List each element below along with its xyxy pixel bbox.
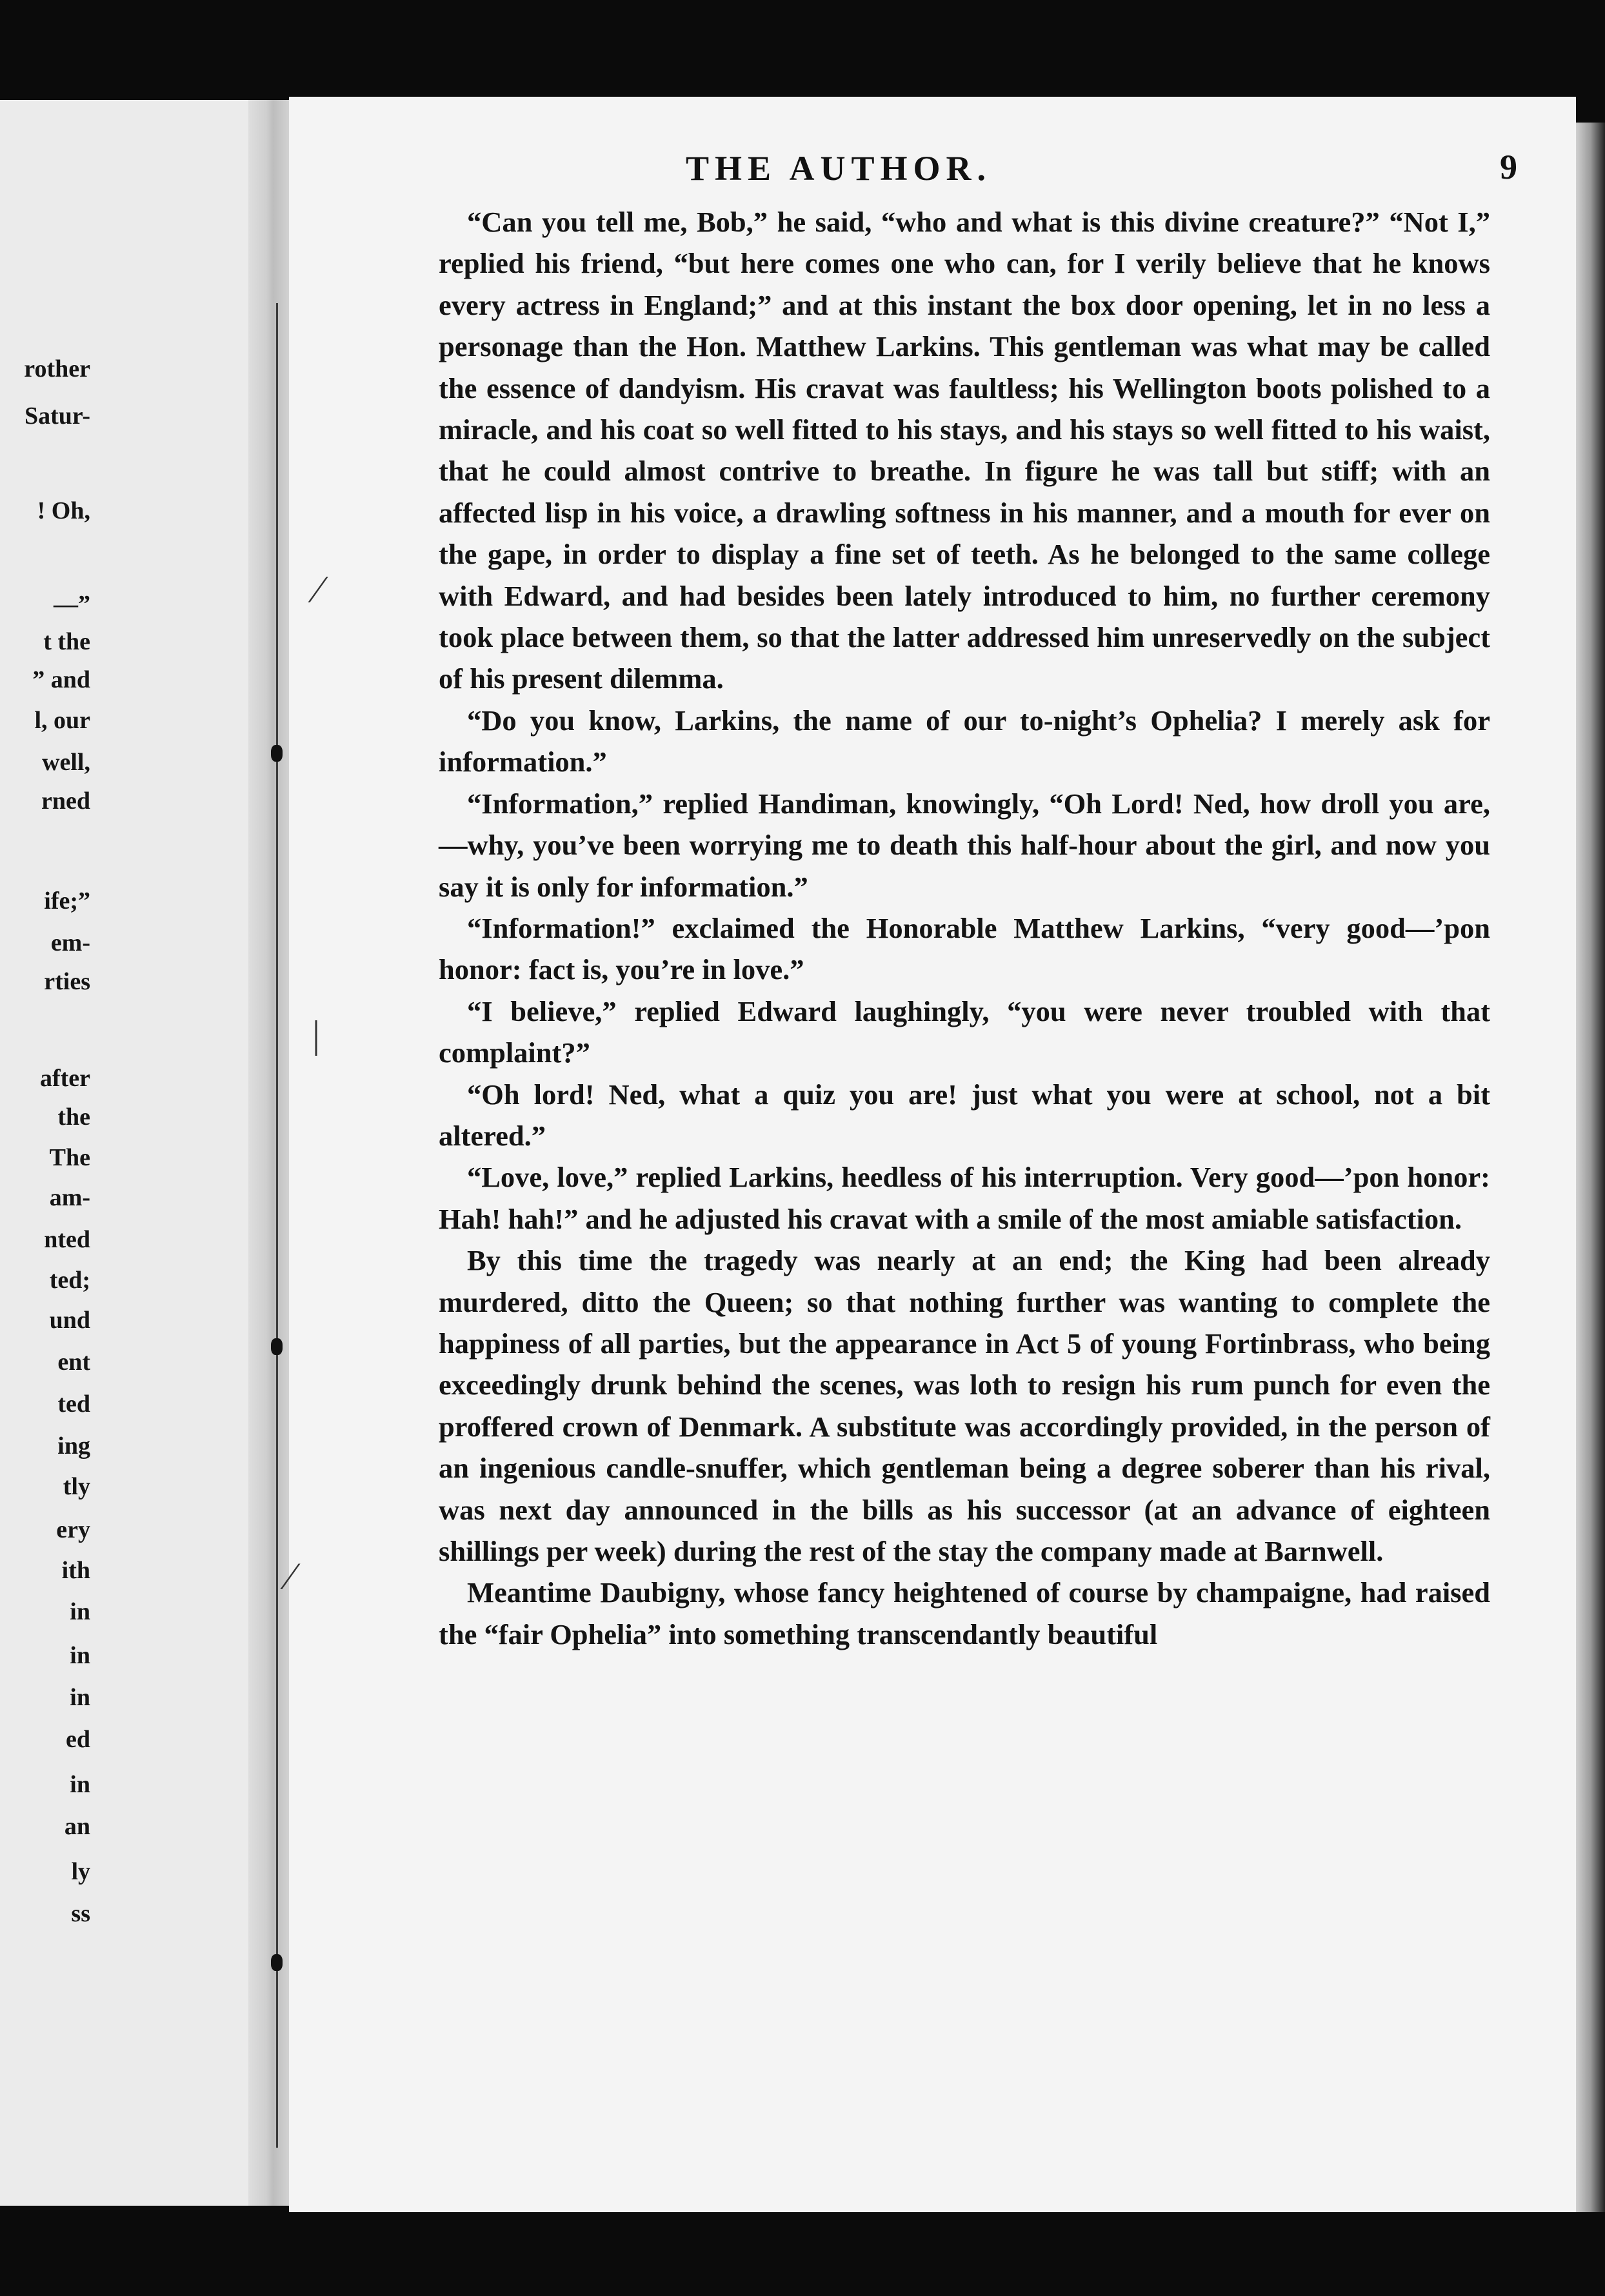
paragraph: By this time the tragedy was nearly at an end; the King had been already murdered, ditto the Queen; so that nothing further was wanting to complete the happiness of all parties, but the appearance in Act 5 of young Fortinbrass, who being exceedingly drunk behind the scenes, was loth to resign his rum punch for even the proffered crown of Denmark. A substitute was accordingly provided, in the person of an ingenious candle-snuffer, which gentleman being a degree soberer than his rival, was next day announced in the bills as his successor (at an advance of eighteen shillings per week) during the rest of the stay the company made at Barnwell. xyxy=(439,1244,1490,1567)
left-fragment: ly xyxy=(71,1858,90,1885)
left-fragment: in xyxy=(70,1598,90,1625)
book-gutter xyxy=(248,100,294,2206)
paragraph: “Do you know, Larkins, the name of our to-night’s Ophelia? I merely ask for information.” xyxy=(439,704,1490,778)
left-fragment: nted xyxy=(44,1226,90,1253)
left-fragment: ted xyxy=(57,1390,90,1418)
left-fragment: The xyxy=(49,1144,90,1171)
left-fragment: ted; xyxy=(49,1267,90,1294)
margin-mark: | xyxy=(312,1013,321,1056)
left-fragment: in xyxy=(70,1771,90,1798)
left-fragment: am- xyxy=(49,1184,90,1211)
paragraph: “Oh lord! Ned, what a quiz you are! just what you were at school, not a bit altered.” xyxy=(439,1078,1490,1152)
page-body xyxy=(439,201,1490,1655)
left-fragment: Satur- xyxy=(24,402,90,430)
paragraph: “I believe,” replied Edward laughingly, “you were never troubled with that complaint?” xyxy=(439,995,1490,1069)
left-fragment: ed xyxy=(66,1726,90,1753)
left-fragment: rother xyxy=(24,355,90,382)
left-fragment: ! Oh, xyxy=(37,497,90,524)
page-number: 9 xyxy=(1500,148,1517,186)
paragraph: Meantime Daubigny, whose fancy heightened of course by champaigne, had raised the “fair Ophelia” into something transcendantly beautiful xyxy=(439,1576,1490,1650)
left-fragment: und xyxy=(49,1307,90,1334)
binding-stitch xyxy=(271,1954,283,1971)
binding-stitch xyxy=(271,1338,283,1355)
paragraph: “Can you tell me, Bob,” he said, “who and what is this divine creature?” “Not I,” replied his friend, “but here comes one who can, for I verily believe that he knows every actress in England;” and at this instant the box door opening, let in no less a personage than the Hon. Matthew Larkins. This gentleman was what may be called the essence of dandyism. His cravat was faultless; his Wellington boots polished to a miracle, and his coat so well fitted to his stays, and his stays so well fitted to his waist, that he could almost contrive to breathe. In figure he was tall but stiff; with an affected lisp in his voice, a drawling softness in his manner, and a mouth for ever on the gape, in order to display a fine set of teeth. As he belonged to the same college with Edward, and had besides been lately introduced to him, no further ceremony took place between them, so that the latter addressed him unreservedly on the subject of his present dilemma. xyxy=(439,206,1490,695)
left-fragment: ent xyxy=(57,1349,90,1376)
binding-thread xyxy=(276,303,278,2148)
left-fragment: after xyxy=(39,1065,90,1092)
left-fragment: ” and xyxy=(32,666,90,693)
left-fragment: an xyxy=(64,1813,90,1840)
left-fragment: tly xyxy=(63,1473,90,1500)
left-fragment: in xyxy=(70,1684,90,1711)
facing-page-left xyxy=(0,100,287,2206)
left-fragment: rned xyxy=(41,787,90,815)
left-fragment: ith xyxy=(61,1557,90,1584)
left-fragment: well, xyxy=(42,749,90,776)
paragraph: “Information!” exclaimed the Honorable Matthew Larkins, “very good—’pon honor: fact is, you’re in love.” xyxy=(439,911,1490,986)
left-fragment: —” xyxy=(54,591,90,618)
margin-mark: ⁄ xyxy=(287,1555,294,1598)
left-fragment: the xyxy=(57,1103,90,1131)
facing-page-text xyxy=(0,100,97,2206)
left-fragment: t the xyxy=(43,628,90,655)
paragraph: “Love, love,” replied Larkins, heedless of his interruption. Very good—’pon honor: Hah! hah!” and he adjusted his cravat with a smile of the most amiable satisfaction. xyxy=(439,1161,1490,1235)
page-edge-shadow xyxy=(1576,123,1605,2212)
left-fragment: ing xyxy=(57,1432,90,1460)
left-fragment: l, our xyxy=(34,707,90,734)
binding-stitch xyxy=(271,745,283,762)
left-fragment: ery xyxy=(56,1516,90,1543)
margin-mark: ⁄ xyxy=(315,568,322,611)
left-fragment: rties xyxy=(44,968,90,995)
paragraph: “Information,” replied Handiman, knowingly, “Oh Lord! Ned, how droll you are,—why, you’ve been worrying me to death this half-hour about the girl, and now you say it is only for information.” xyxy=(439,787,1490,903)
left-fragment: in xyxy=(70,1642,90,1669)
left-fragment: ss xyxy=(71,1900,90,1927)
left-fragment: ife;” xyxy=(44,887,90,915)
running-head: THE AUTHOR. xyxy=(685,149,992,188)
left-fragment: em- xyxy=(50,929,90,956)
